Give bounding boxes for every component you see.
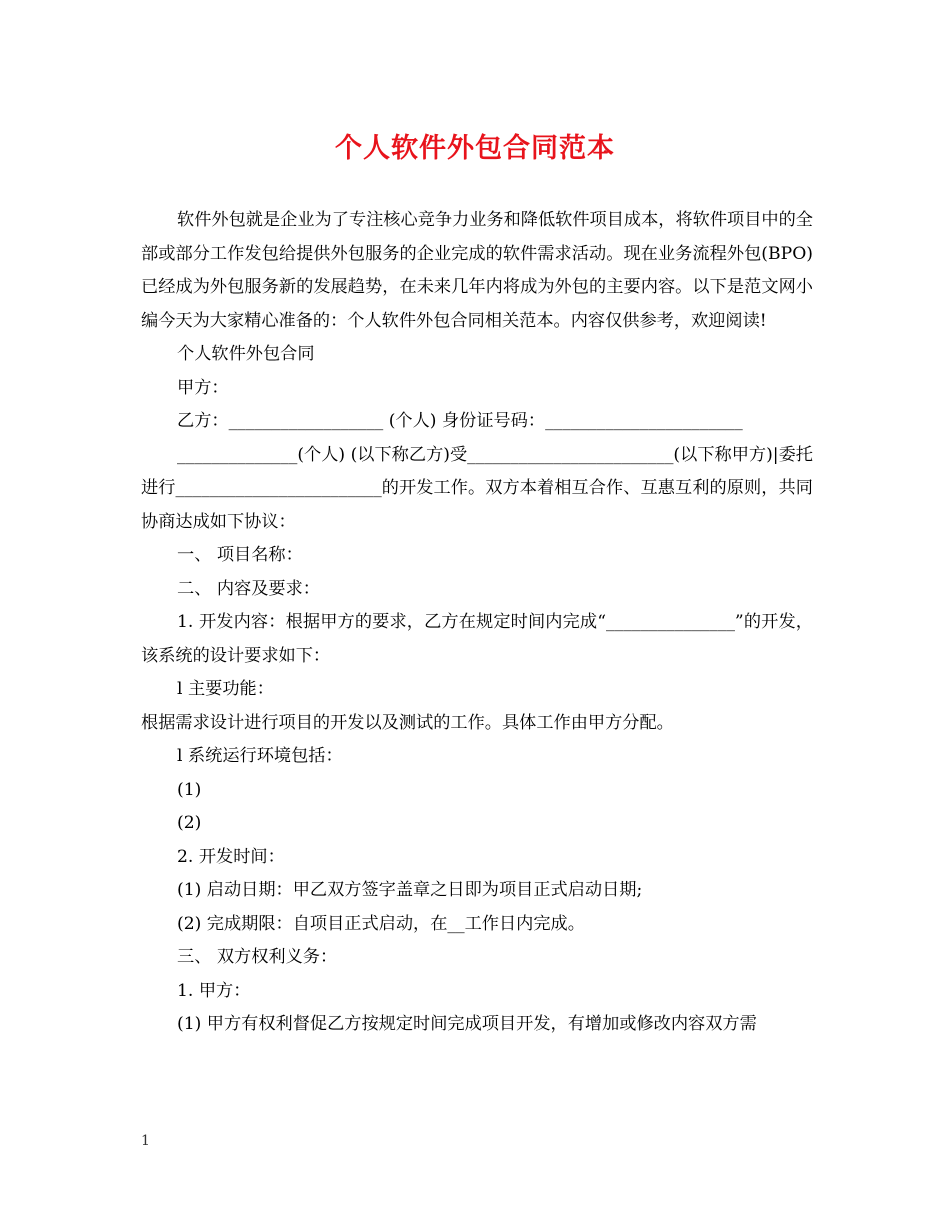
- item-development-time: 2. 开发时间：: [177, 846, 285, 867]
- main-function-description: 根据需求设计进行项目的开发以及测试的工作。具体工作由甲方分配。: [141, 712, 674, 733]
- document-title: 个人软件外包合同范本: [335, 133, 615, 164]
- party-b-line: 乙方：__________________ (个人) 身份证号码：_______________________: [177, 411, 743, 431]
- environment-item-2: (2): [177, 813, 202, 833]
- section-project-name: 一、 项目名称：: [177, 545, 303, 565]
- environment-item-1: (1): [177, 779, 202, 800]
- intro-paragraph: 软件外包就是企业为了专注核心竞争力业务和降低软件项目成本，将软件项目中的全部或部分工作发包给提供外包服务的企业完成的软件需求活动。现在业务流程外包(BPO)已经成为外包服务新的发展趋势，在未来几年内将成为外包的主要内容。以下是范文网小编今天为大家精心准备的：个人软件外包合同相关范本。内容仅供参考，欢迎阅读!: [141, 210, 813, 331]
- system-environment-heading: l 系统运行环境包括：: [177, 746, 343, 766]
- start-date-line: (1) 启动日期：甲乙双方签字盖章之日即为项目正式启动日期;: [177, 880, 643, 900]
- contract-heading: 个人软件外包合同: [177, 344, 315, 364]
- commission-paragraph: ______________(个人) (以下称乙方)受________________________(以下称甲方)|委托进行________________________的开发工作。双方本着相互合作、互惠互利的原则，共同协商达成如下协议：: [141, 444, 813, 532]
- main-function-heading: l 主要功能：: [177, 679, 274, 699]
- party-a-right-1: (1) 甲方有权利督促乙方按规定时间完成项目开发，有增加或修改内容双方需: [177, 1014, 757, 1034]
- section-content-requirements: 二、 内容及要求：: [177, 578, 320, 599]
- section-rights-obligations: 三、 双方权利义务：: [177, 947, 338, 967]
- document-body: [141, 204, 813, 1042]
- item-development-content: 1. 开发内容：根据甲方的要求，乙方在规定时间内完成“_______________”的开发，该系统的设计要求如下：: [141, 612, 813, 666]
- party-a-heading: 1. 甲方：: [177, 980, 251, 1001]
- page-number: 1: [141, 1133, 150, 1149]
- finish-date-line: (2) 完成期限：自项目正式启动，在__工作日内完成。: [177, 913, 585, 934]
- party-a-line: 甲方：: [177, 377, 229, 398]
